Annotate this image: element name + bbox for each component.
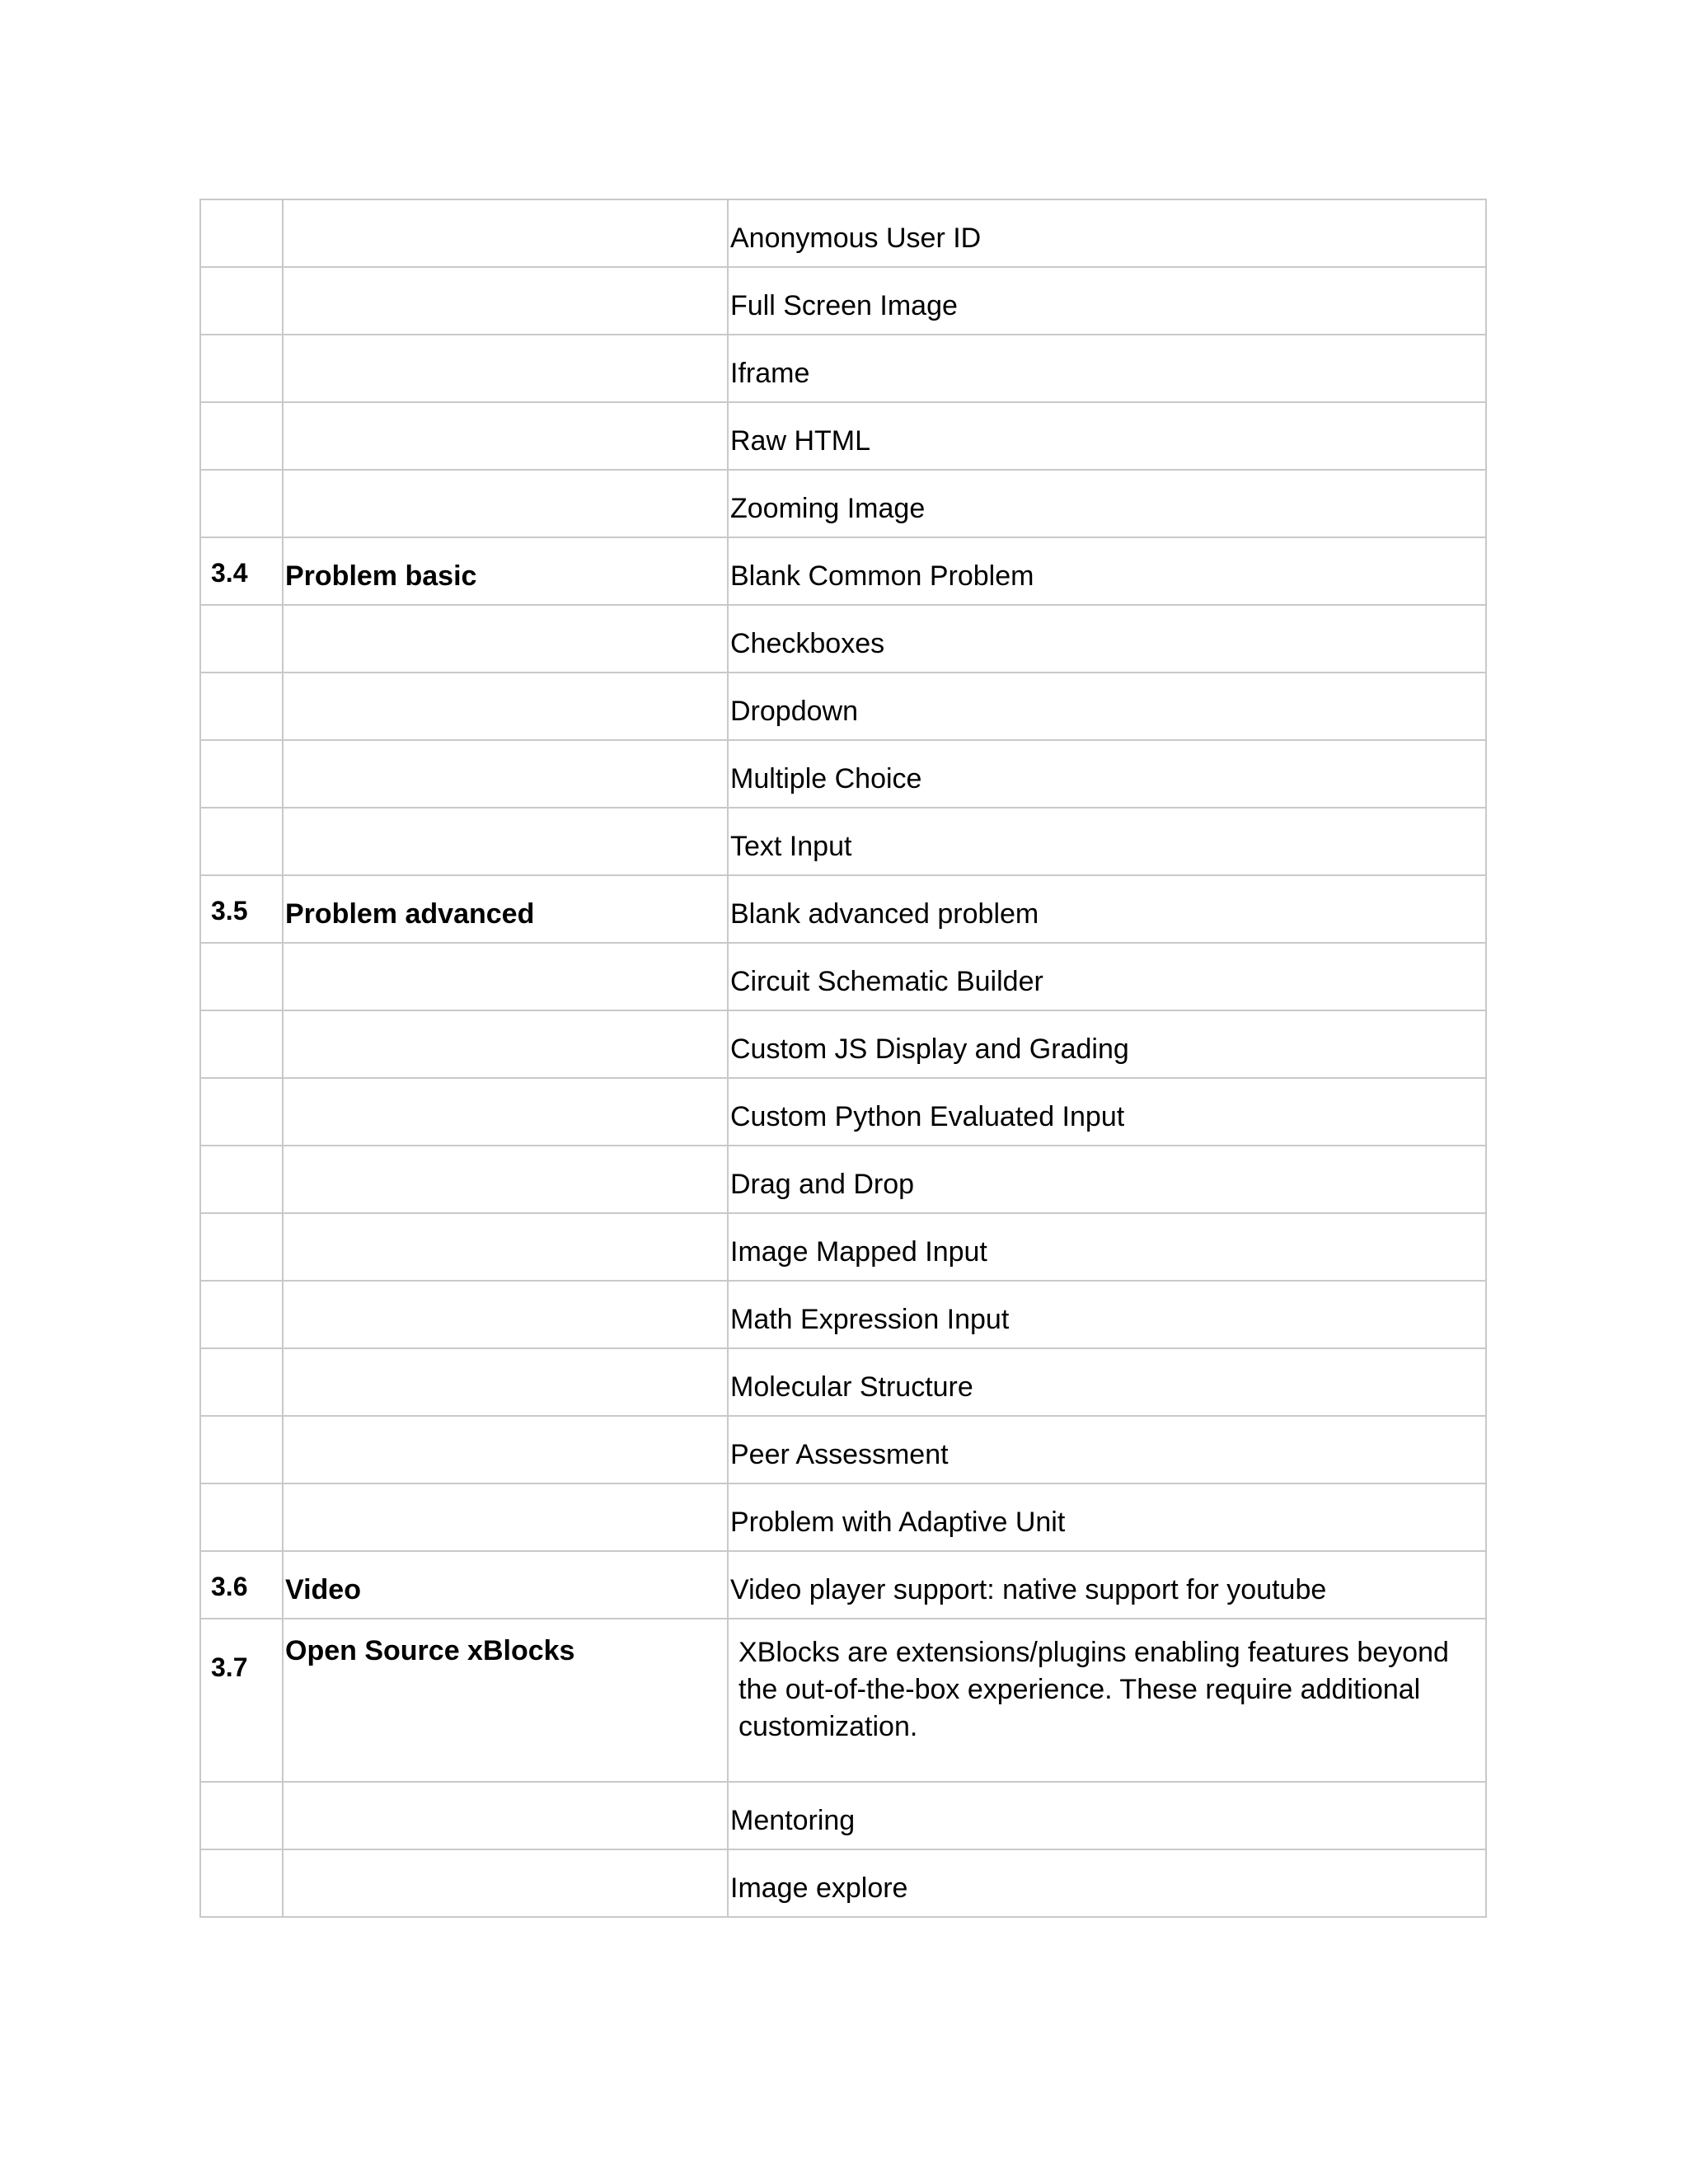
table-row: [200, 1849, 1486, 1917]
table-row: [200, 943, 1486, 1010]
category-cell: Problem basic: [283, 537, 728, 605]
section-number: [200, 267, 283, 335]
section-number: [200, 673, 283, 740]
feature-cell: Custom JS Display and Grading: [728, 1010, 1486, 1078]
feature-cell: Mentoring: [728, 1782, 1486, 1849]
feature-cell: Zooming Image: [728, 470, 1486, 537]
table-row: [200, 470, 1486, 537]
feature-cell: Blank advanced problem: [728, 875, 1486, 943]
table-row: [200, 673, 1486, 740]
category-cell: [283, 808, 728, 875]
feature-cell: Iframe: [728, 335, 1486, 402]
feature-cell: Molecular Structure: [728, 1348, 1486, 1416]
category-cell: [283, 1010, 728, 1078]
section-number: 3.5: [200, 875, 283, 943]
table-row: [200, 1010, 1486, 1078]
section-number: [200, 335, 283, 402]
table-row: [200, 605, 1486, 673]
section-number: [200, 1416, 283, 1483]
section-number: [200, 1078, 283, 1146]
table-row: [200, 1483, 1486, 1551]
category-cell: Video: [283, 1551, 728, 1619]
category-cell: Open Source xBlocks: [283, 1619, 728, 1782]
feature-description-cell: XBlocks are extensions/plugins enabling features beyond the out-of-the-box experience. These require additional customization.: [728, 1619, 1486, 1782]
table-row: [200, 402, 1486, 470]
section-number: 3.4: [200, 537, 283, 605]
section-number: [200, 605, 283, 673]
section-number: [200, 1213, 283, 1281]
section-number: [200, 943, 283, 1010]
section-number: [200, 1281, 283, 1348]
category-cell: [283, 1213, 728, 1281]
table-row: [200, 267, 1486, 335]
feature-cell: Raw HTML: [728, 402, 1486, 470]
feature-cell: Circuit Schematic Builder: [728, 943, 1486, 1010]
table-row: [200, 1281, 1486, 1348]
section-number: 3.6: [200, 1551, 283, 1619]
section-number: [200, 1348, 283, 1416]
section-number: [200, 1146, 283, 1213]
category-cell: [283, 1348, 728, 1416]
feature-table: [199, 199, 1487, 1918]
feature-cell: Text Input: [728, 808, 1486, 875]
category-cell: [283, 605, 728, 673]
category-cell: [283, 740, 728, 808]
feature-cell: Custom Python Evaluated Input: [728, 1078, 1486, 1146]
category-cell: [283, 1782, 728, 1849]
table-row: [200, 1078, 1486, 1146]
table-row: [200, 199, 1486, 267]
section-number: 3.7: [200, 1619, 283, 1782]
category-cell: [283, 1416, 728, 1483]
category-cell: [283, 943, 728, 1010]
feature-cell: Problem with Adaptive Unit: [728, 1483, 1486, 1551]
section-number: [200, 808, 283, 875]
category-cell: [283, 673, 728, 740]
feature-cell: Peer Assessment: [728, 1416, 1486, 1483]
category-cell: [283, 1146, 728, 1213]
table-row: [200, 1416, 1486, 1483]
section-number: [200, 199, 283, 267]
table-row: [200, 875, 1486, 943]
feature-cell: Multiple Choice: [728, 740, 1486, 808]
feature-cell: Math Expression Input: [728, 1281, 1486, 1348]
section-number: [200, 1782, 283, 1849]
category-cell: [283, 1078, 728, 1146]
feature-cell: Checkboxes: [728, 605, 1486, 673]
table-row: [200, 1551, 1486, 1619]
category-cell: Problem advanced: [283, 875, 728, 943]
feature-cell: Image explore: [728, 1849, 1486, 1917]
category-cell: [283, 267, 728, 335]
feature-cell: Blank Common Problem: [728, 537, 1486, 605]
table-row: [200, 740, 1486, 808]
table-row: [200, 1619, 1486, 1782]
category-cell: [283, 1849, 728, 1917]
category-cell: [283, 402, 728, 470]
category-cell: [283, 1483, 728, 1551]
table-row: [200, 1146, 1486, 1213]
section-number: [200, 1849, 283, 1917]
table-row: [200, 335, 1486, 402]
feature-cell: Drag and Drop: [728, 1146, 1486, 1213]
section-number: [200, 1483, 283, 1551]
feature-cell: Full Screen Image: [728, 267, 1486, 335]
section-number: [200, 740, 283, 808]
category-cell: [283, 199, 728, 267]
section-number: [200, 470, 283, 537]
table-row: [200, 1782, 1486, 1849]
table-row: [200, 1348, 1486, 1416]
section-number: [200, 402, 283, 470]
feature-cell: Dropdown: [728, 673, 1486, 740]
category-cell: [283, 1281, 728, 1348]
feature-cell: Anonymous User ID: [728, 199, 1486, 267]
section-number: [200, 1010, 283, 1078]
category-cell: [283, 470, 728, 537]
category-cell: [283, 335, 728, 402]
table-row: [200, 808, 1486, 875]
table-row: [200, 1213, 1486, 1281]
feature-cell: Image Mapped Input: [728, 1213, 1486, 1281]
table-row: [200, 537, 1486, 605]
feature-cell: Video player support: native support for youtube: [728, 1551, 1486, 1619]
